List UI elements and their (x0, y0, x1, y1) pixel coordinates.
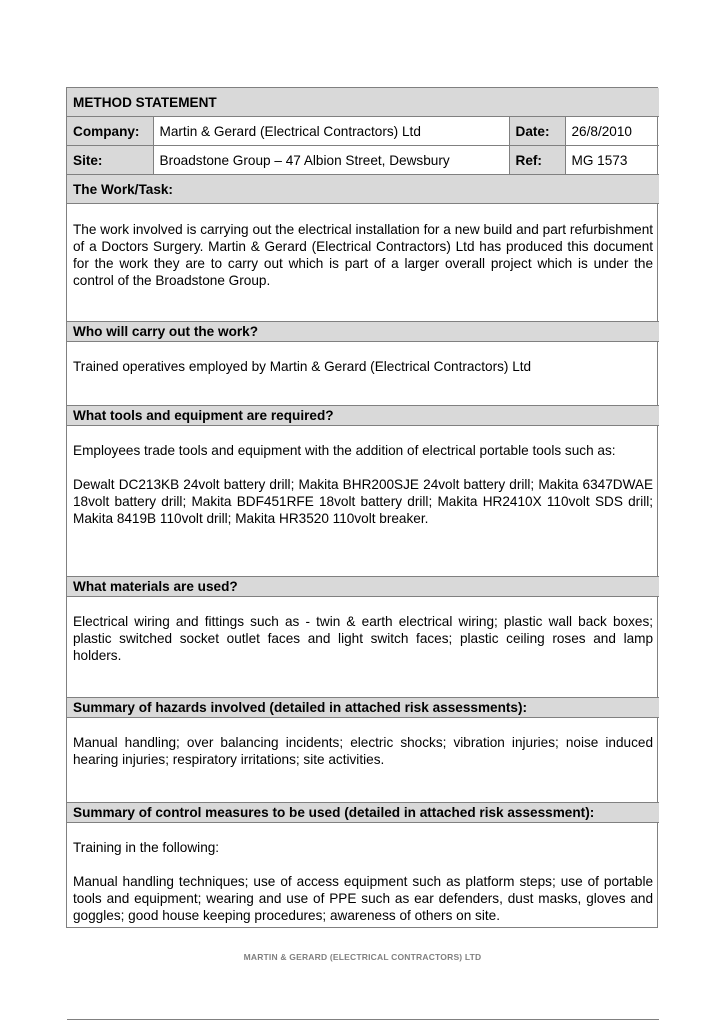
who-body (67, 342, 659, 406)
tools-intro-text: Employees trade tools and equipment with the addition of electrical portable tools such as: (73, 443, 616, 458)
work-task-heading: The Work/Task: (67, 175, 659, 204)
ref-value: MG 1573 (565, 146, 659, 175)
date-label: Date: (509, 117, 565, 146)
work-task-text: The work involved is carrying out the electrical installation for a new build and part refurbishment of a Doctors Surgery. Martin & Gerard (Electrical Contractors) Ltd has produced this document for the work they are to carry out which is part of a larger overall project which is under the control of the Broadstone Group. (73, 222, 654, 288)
page-footer: MARTIN & GERARD (ELECTRICAL CONTRACTORS) LTD (243, 952, 482, 962)
method-statement-form (66, 87, 658, 928)
materials-body (67, 597, 659, 698)
company-label: Company: (67, 117, 153, 146)
tools-list-text: Dewalt DC213KB 24volt battery drill; Makita BHR200SJE 24volt battery drill; Makita 6347DWAE 18volt battery drill; Makita BDF451RFE 18volt battery drill; Makita HR2410X 110volt SDS drill; Makita 8419B 110volt drill; Makita HR3520 110volt breaker. (73, 477, 654, 526)
ref-label: Ref: (509, 146, 565, 175)
work-task-body (67, 204, 659, 322)
site-value: Broadstone Group – 47 Albion Street, Dewsbury (153, 146, 509, 175)
company-value: Martin & Gerard (Electrical Contractors) Ltd (153, 117, 509, 146)
hazards-text: Manual handling; over balancing incidents; electric shocks; vibration injuries; noise induced hearing injuries; respiratory irritations; site activities. (73, 735, 654, 767)
controls-heading: Summary of control measures to be used (detailed in attached risk assessment): (67, 803, 659, 823)
who-heading: Who will carry out the work? (67, 322, 659, 342)
materials-heading: What materials are used? (67, 577, 659, 597)
controls-list-text: Manual handling techniques; use of access equipment such as platform steps; use of portable tools and equipment; wearing and use of PPE such as ear defenders, dust masks, gloves and goggles; good house keeping procedures; awareness of others on site. (73, 874, 654, 923)
site-label: Site: (67, 146, 153, 175)
who-text: Trained operatives employed by Martin & Gerard (Electrical Contractors) Ltd (73, 359, 532, 374)
hazards-body (67, 718, 659, 803)
tools-heading: What tools and equipment are required? (67, 406, 659, 426)
method-statement-table (67, 88, 659, 1020)
controls-body (67, 823, 659, 1020)
document-title: METHOD STATEMENT (67, 88, 659, 117)
date-value: 26/8/2010 (565, 117, 659, 146)
tools-body (67, 426, 659, 577)
materials-text: Electrical wiring and fittings such as - twin & earth electrical wiring; plastic wall back boxes; plastic switched socket outlet faces and light switch faces; plastic ceiling roses and lamp holders. (73, 614, 654, 663)
hazards-heading: Summary of hazards involved (detailed in attached risk assessments): (67, 698, 659, 718)
controls-intro-text: Training in the following: (73, 840, 220, 855)
